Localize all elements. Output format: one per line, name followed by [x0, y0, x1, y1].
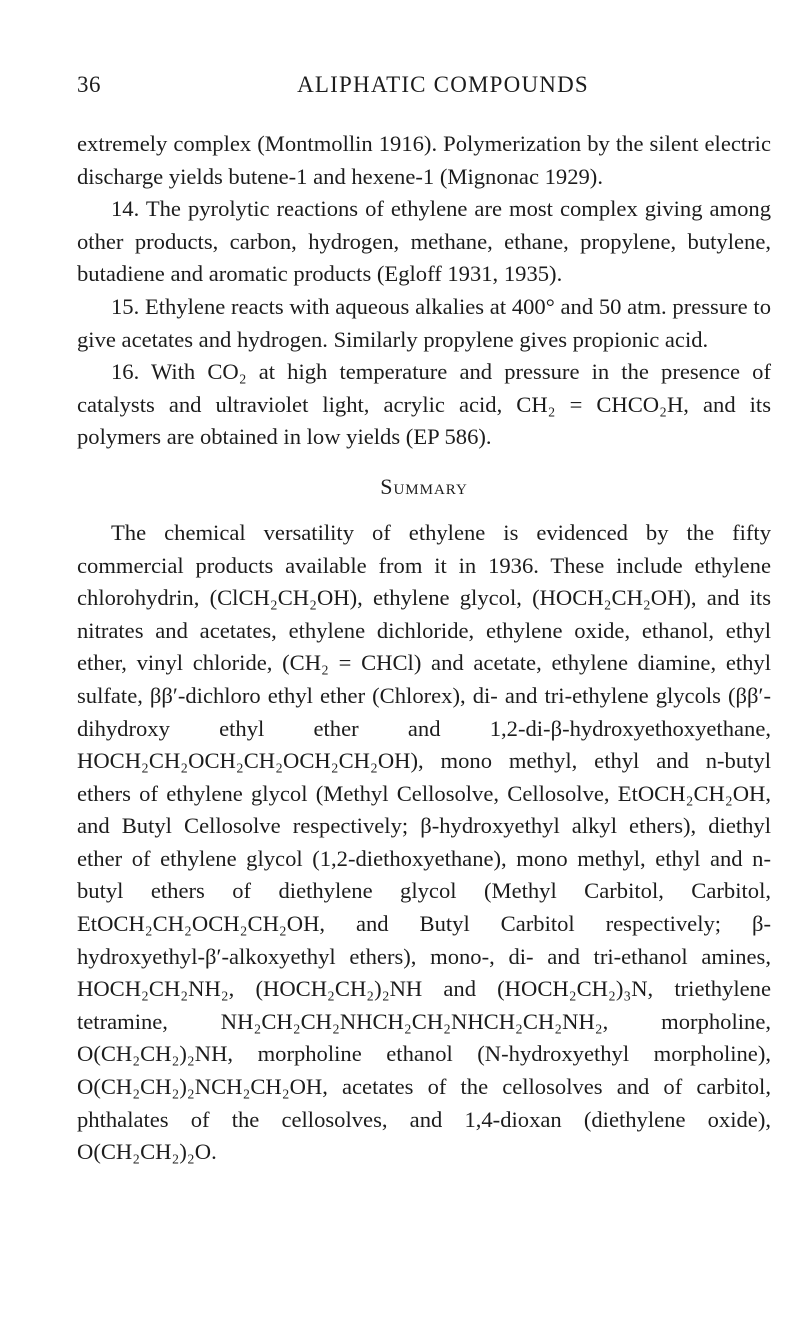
- body-text: [77, 128, 771, 1169]
- paragraph-item-14: 14. The pyrolytic reactions of ethylene are most complex giving among other products, carbon, hydrogen, methane, ethane, propylene, butylene, butadiene and aromatic products (Egloff 1931, 1935).: [77, 196, 771, 287]
- page-header: [77, 72, 771, 106]
- paragraph-continuation: extremely complex (Montmollin 1916). Polymerization by the silent electric discharge yields butene-1 and hexene-1 (Mignonac 1929).: [77, 131, 771, 189]
- paragraph-item-15: 15. Ethylene reacts with aqueous alkalies at 400° and 50 atm. pressure to give acetates and hydrogen. Similarly propylene gives propionic acid.: [77, 293, 771, 352]
- paragraph-item-16: 16. With CO₂ at high temperature and pressure in the presence of catalysts and ultraviolet light, acrylic acid, CH₂ = CHCO₂H, and its polymers are obtained in low yields (EP 586).: [77, 359, 771, 450]
- section-heading-summary: Summary: [380, 473, 468, 499]
- running-head: ALIPHATIC COMPOUNDS: [297, 72, 589, 97]
- page-number: 36: [77, 72, 101, 97]
- summary-paragraph: The chemical versatility of ethylene is evidenced by the fifty commercial products available from it in 1936. These include ethylene chlorohydrin, (ClCH₂CH₂OH), ethylene glycol, (HOCH₂CH₂OH), and its nitrates and acetates, ethylene dichloride, ethylene oxide, ethanol, ethyl ether, vinyl chloride, (CH₂ = CHCl) and acetate, ethylene diamine, ethyl sulfate, ββ′-dichloro ethyl ether (Chlorex), di- and tri-ethylene glycols (ββ′-dihydroxy ethyl ether and 1,2-di-β-hydroxyethoxyethane, HOCH₂CH₂OCH₂CH₂OCH₂CH₂OH), mono methyl, ethyl and n-butyl ethers of ethylene glycol (Methyl Cellosolve, Cellosolve, EtOCH₂CH₂OH, and Butyl Cellosolve respectively; β-hydroxyethyl alkyl ethers), diethyl ether of ethylene glycol (1,2-diethoxyethane), mono methyl, ethyl and n-butyl ethers of diethylene glycol (Methyl Carbitol, Carbitol, EtOCH₂CH₂OCH₂CH₂OH, and Butyl Carbitol respectively; β-hydroxyethyl-β′-alkoxyethyl ethers), mono-, di- and tri-ethanol amines, HOCH₂CH₂NH₂, (HOCH₂CH₂)₂NH and (HOCH₂CH₂)₃N, triethylene tetramine, NH₂CH₂CH₂NHCH₂CH₂NHCH₂CH₂NH₂, morpholine, O(CH₂CH₂)₂NH, morpholine ethanol (N-hydroxyethyl morpholine), O(CH₂CH₂)₂NCH₂CH₂OH, acetates of the cellosolves and of carbitol, phthalates of the cellosolves, and 1,4-dioxan (diethylene oxide), O(CH₂CH₂)₂O.: [77, 519, 771, 1165]
